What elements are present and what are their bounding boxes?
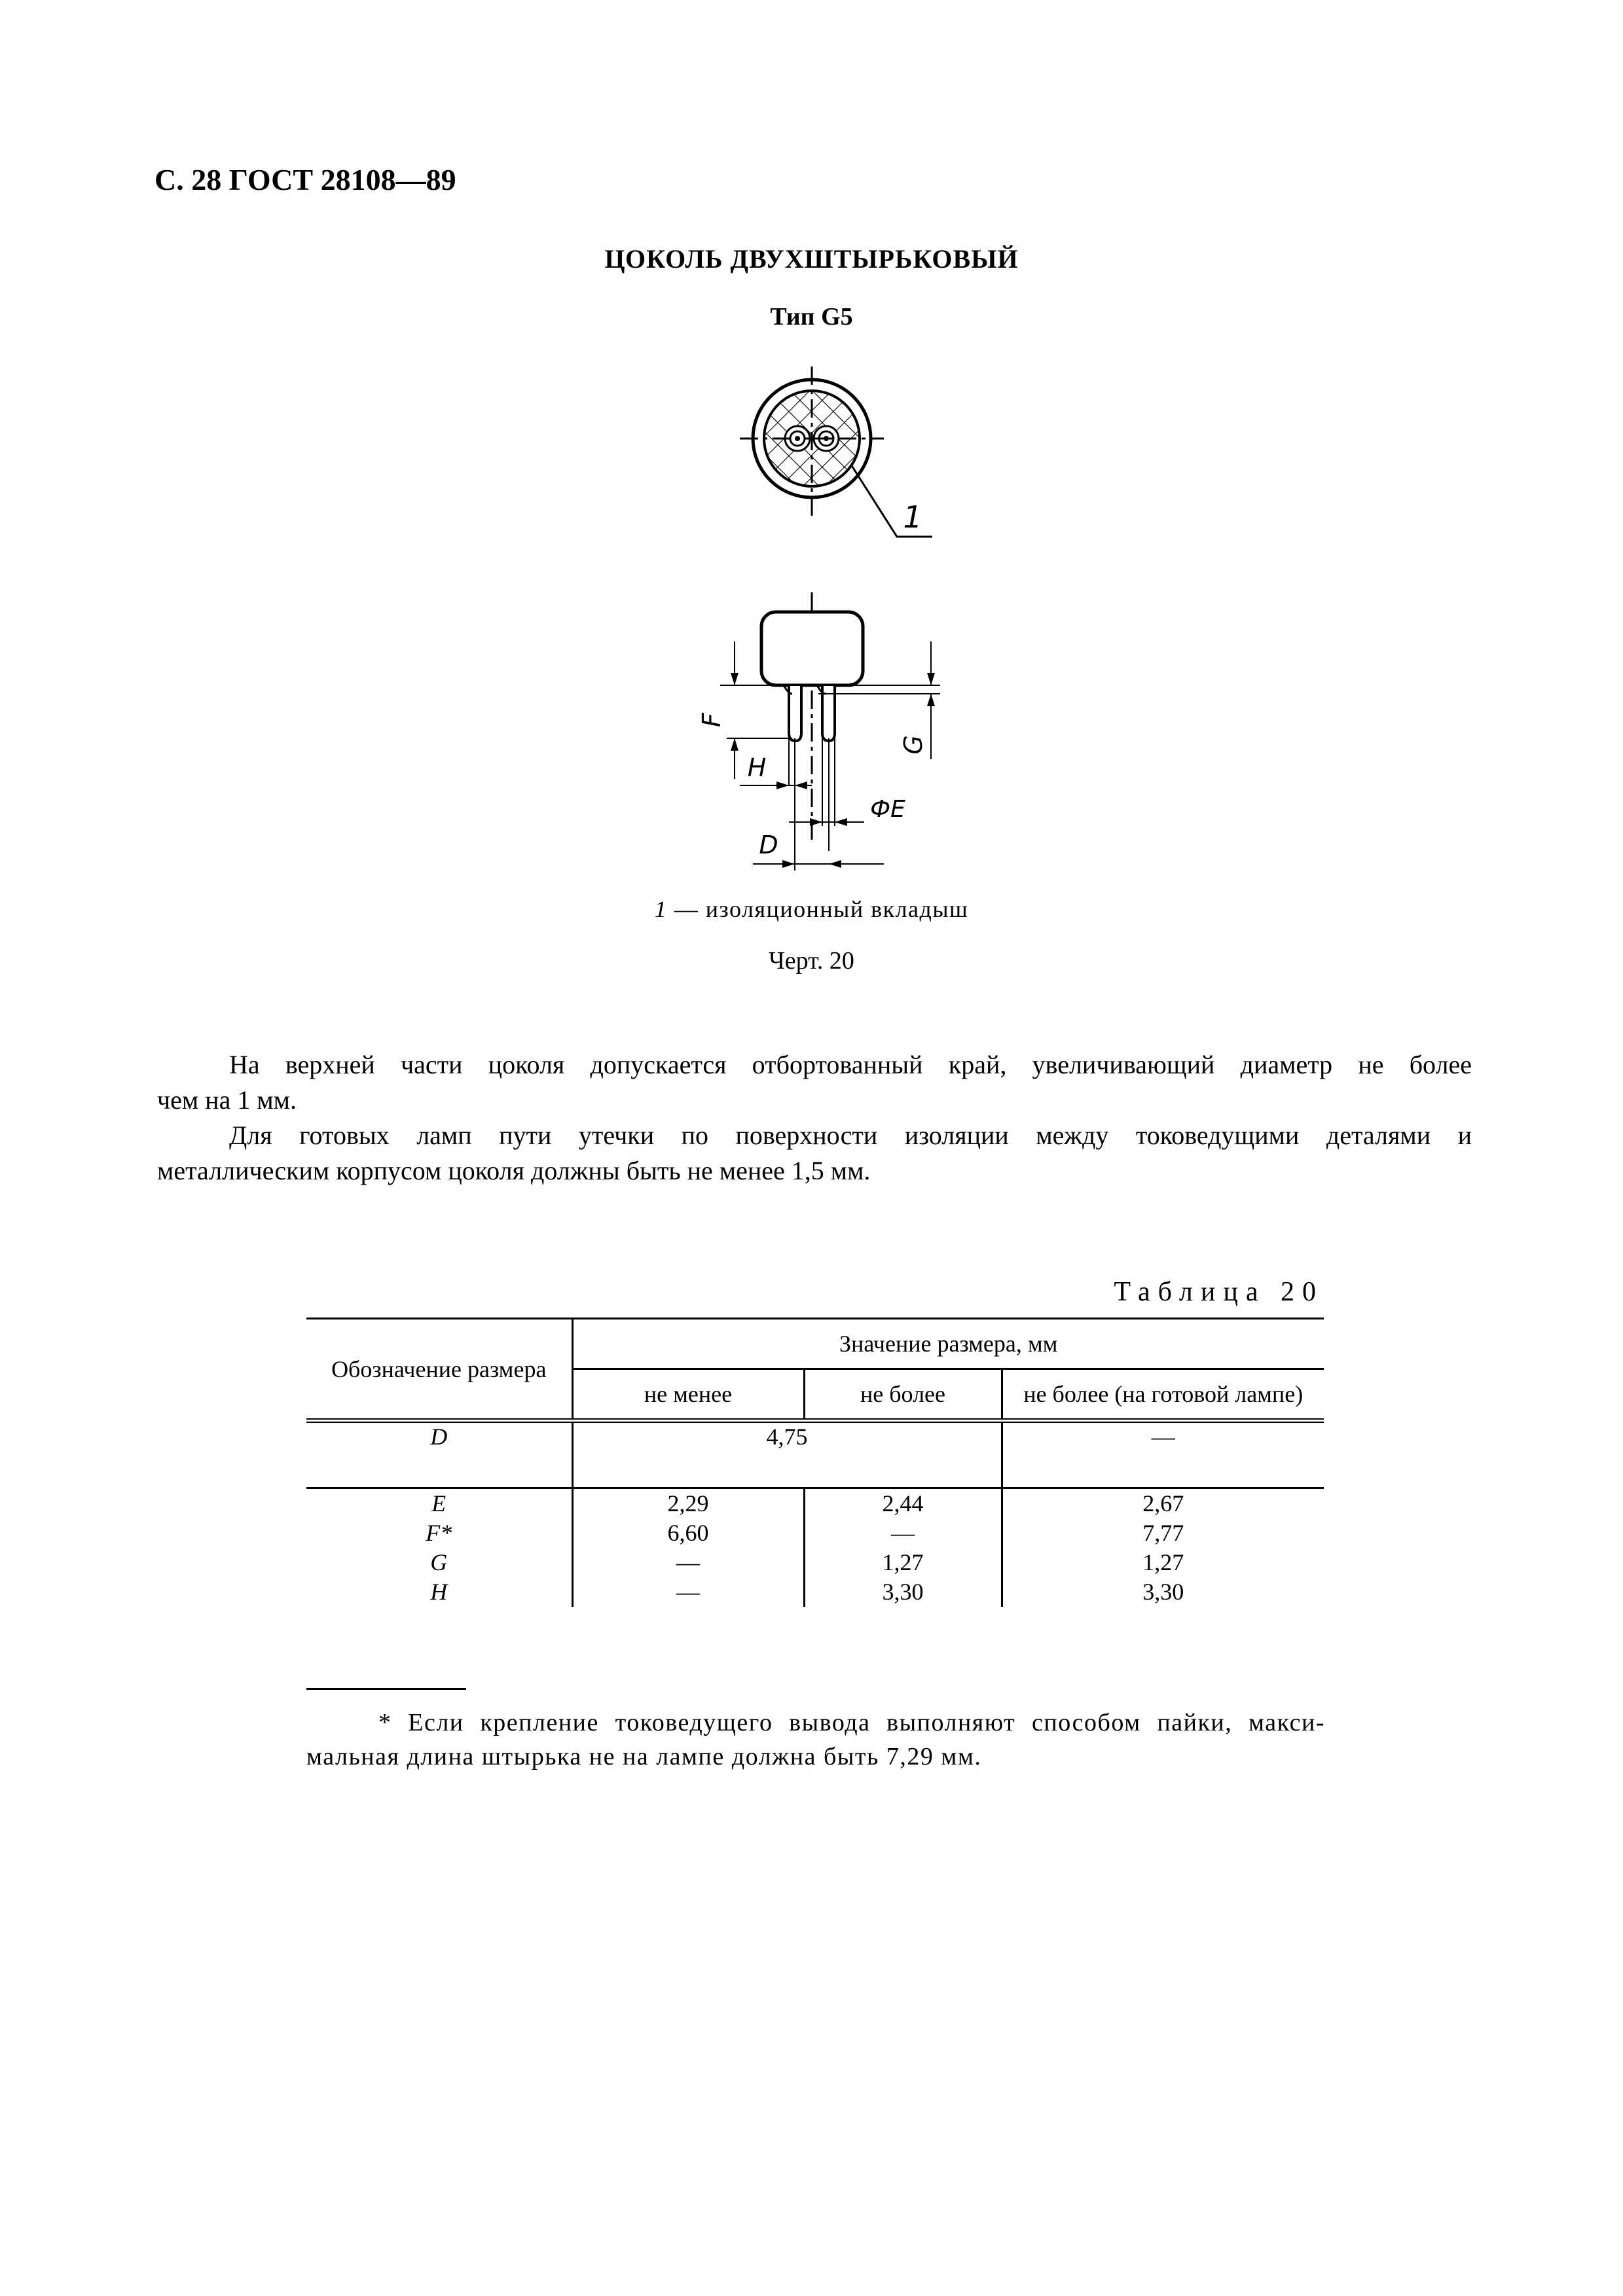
paragraph-1 <box>157 1047 1472 1118</box>
header-min: не менее <box>572 1369 804 1421</box>
paragraph-1-line-2: чем на 1 мм. <box>157 1085 297 1115</box>
row-d-merged: 4,75 <box>572 1421 1002 1488</box>
row-max-values: 2,44 — 1,27 3,30 <box>804 1488 1002 1607</box>
paragraph-1-line-1: На верхней части цоколя допускается отбортованный край, увеличивающий диаметр не более <box>229 1050 1472 1079</box>
footnote-line-2: мальная длина штырька не на лампе должна быть 7,29 мм. <box>306 1743 982 1770</box>
header-max-lamp: не более (на готовой лампе) <box>1002 1369 1324 1421</box>
header-designation: Обозначение размера <box>306 1319 572 1421</box>
paragraph-2-line-2: металлическим корпусом цоколя должны быть не менее 1,5 мм. <box>157 1156 871 1185</box>
dim-f-label: F <box>697 713 726 727</box>
footnote <box>306 1706 1325 1774</box>
section-title: ЦОКОЛЬ ДВУХШТЫРЬКОВЫЙ <box>604 244 1019 274</box>
caption-number: 1 <box>654 896 668 922</box>
row-d-name: D <box>306 1421 572 1488</box>
page-header: С. 28 ГОСТ 28108—89 <box>155 163 456 196</box>
table-row <box>306 1421 1324 1488</box>
header-value: Значение размера, мм <box>572 1319 1324 1369</box>
base-drawing <box>694 353 956 877</box>
table-label: Таблица 20 <box>1114 1277 1324 1307</box>
callout-label: 1 <box>903 499 922 535</box>
figure-caption <box>0 895 1623 923</box>
top-view <box>740 367 932 537</box>
dim-g-label: G <box>899 735 928 755</box>
side-view <box>697 592 940 870</box>
dim-e-label: ФE <box>870 796 905 823</box>
paragraph-2 <box>157 1118 1472 1189</box>
footnote-divider <box>306 1688 466 1690</box>
paragraph-2-line-1: Для готовых ламп пути утечки по поверхности изоляции между токоведущими деталями и <box>229 1121 1472 1150</box>
table-row <box>306 1488 1324 1607</box>
row-names: E F* G H <box>426 1490 452 1605</box>
caption-text: — изоляционный вкладыш <box>667 896 969 922</box>
figure-label: Черт. 20 <box>769 947 854 975</box>
dim-d-label: D <box>759 831 778 859</box>
dim-h-label: H <box>747 753 767 782</box>
row-d-lamp: — <box>1002 1421 1324 1488</box>
dimensions-table <box>306 1318 1324 1607</box>
type-subtitle: Тип G5 <box>770 303 853 331</box>
footnote-line-1: * Если крепление токоведущего вывода выполняют способом пайки, макси- <box>378 1709 1325 1736</box>
row-min-values: 2,29 6,60 — — <box>572 1488 804 1607</box>
row-lamp-values: 2,67 7,77 1,27 3,30 <box>1002 1488 1324 1607</box>
header-max: не более <box>804 1369 1002 1421</box>
